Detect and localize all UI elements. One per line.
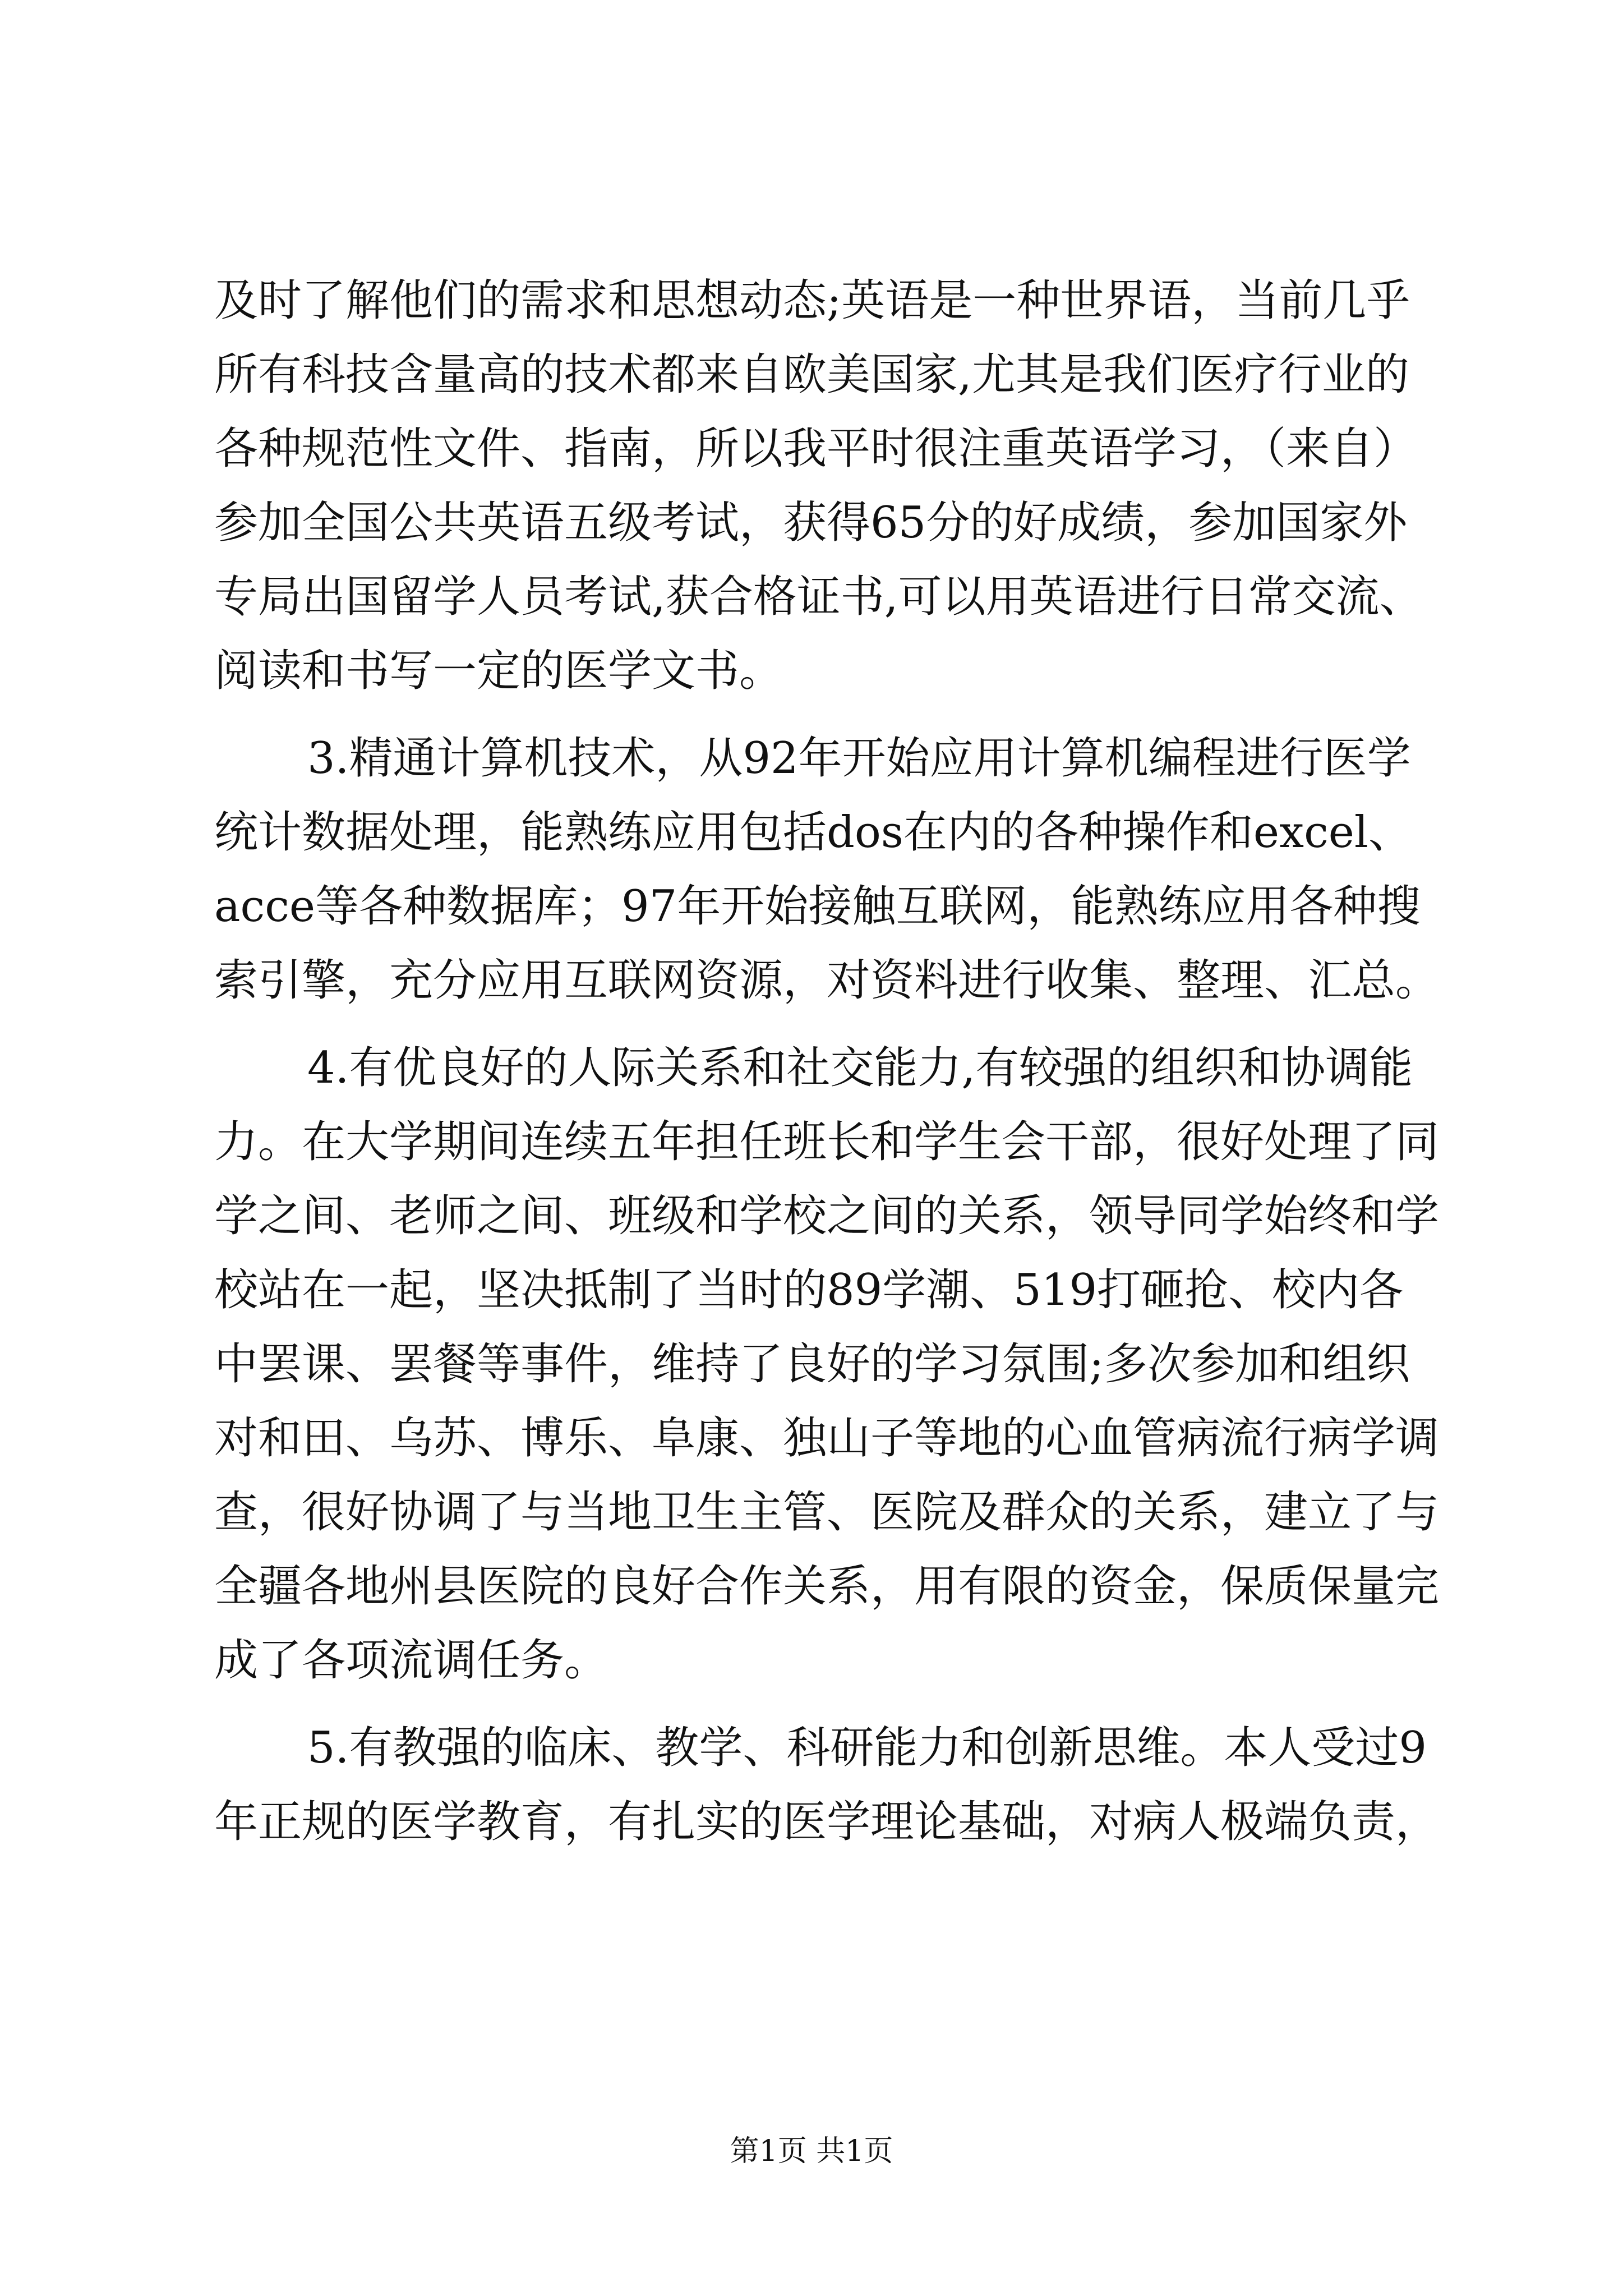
text-line: 成了各项流调任务。 <box>214 1635 608 1686</box>
text-line: 年正规的医学教育，有扎实的医学理论基础，对病人极端负责， <box>214 1797 1440 1847</box>
paragraph-5-first-line: 5.有教强的临床、教学、科研能力和创新思维。本人受过9 <box>307 1723 1427 1773</box>
page-footer: 第1页 共1页 <box>730 2134 893 2168</box>
text-line: 索引擎，充分应用互联网资源，对资料进行收集、整理、汇总。 <box>214 955 1440 1006</box>
text-line: 各种规范性文件、指南，所以我平时很注重英语学习，（来自） <box>214 424 1418 474</box>
document-body <box>214 264 1440 1859</box>
text-line: 查，很好协调了与当地卫生主管、医院及群众的关系，建立了与 <box>214 1487 1440 1538</box>
text-line: 参加全国公共英语五级考试，获得65分的好成绩，参加国家外 <box>214 498 1408 548</box>
text-line: 中罢课、罢餐等事件，维持了良好的学习氛围;多次参加和组织 <box>214 1339 1410 1389</box>
text-line: 力。在大学期间连续五年担任班长和学生会干部，很好处理了同 <box>214 1117 1440 1167</box>
text-line: 阅读和书写一定的医学文书。 <box>214 646 783 696</box>
text-line: 统计数据处理，能熟练应用包括dos在内的各种操作和excel、 <box>214 807 1412 858</box>
text-line: 对和田、乌苏、博乐、阜康、独山子等地的心血管病流行病学调 <box>214 1413 1440 1464</box>
text-line: 全疆各地州县医院的良好合作关系，用有限的资金，保质保量完 <box>214 1561 1440 1612</box>
text-line: 学之间、老师之间、班级和学校之间的关系，领导同学始终和学 <box>214 1191 1440 1241</box>
paragraph-4-first-line: 4.有优良好的人际关系和社交能力,有较强的组织和协调能 <box>307 1043 1413 1093</box>
text-line: 专局出国留学人员考试,获合格证书,可以用英语进行日常交流、 <box>214 572 1423 622</box>
text-line: 及时了解他们的需求和思想动态;英语是一种世界语，当前几乎 <box>214 275 1410 326</box>
text-line: 所有科技含量高的技术都来自欧美国家,尤其是我们医疗行业的 <box>214 349 1409 400</box>
text-line: acce等各种数据库；97年开始接触互联网，能熟练应用各种搜 <box>214 881 1421 932</box>
paragraph-3-first-line: 3.精通计算机技术，从92年开始应用计算机编程进行医学 <box>307 733 1411 784</box>
text-line: 校站在一起，坚决抵制了当时的89学潮、519打砸抢、校内各 <box>214 1265 1404 1315</box>
